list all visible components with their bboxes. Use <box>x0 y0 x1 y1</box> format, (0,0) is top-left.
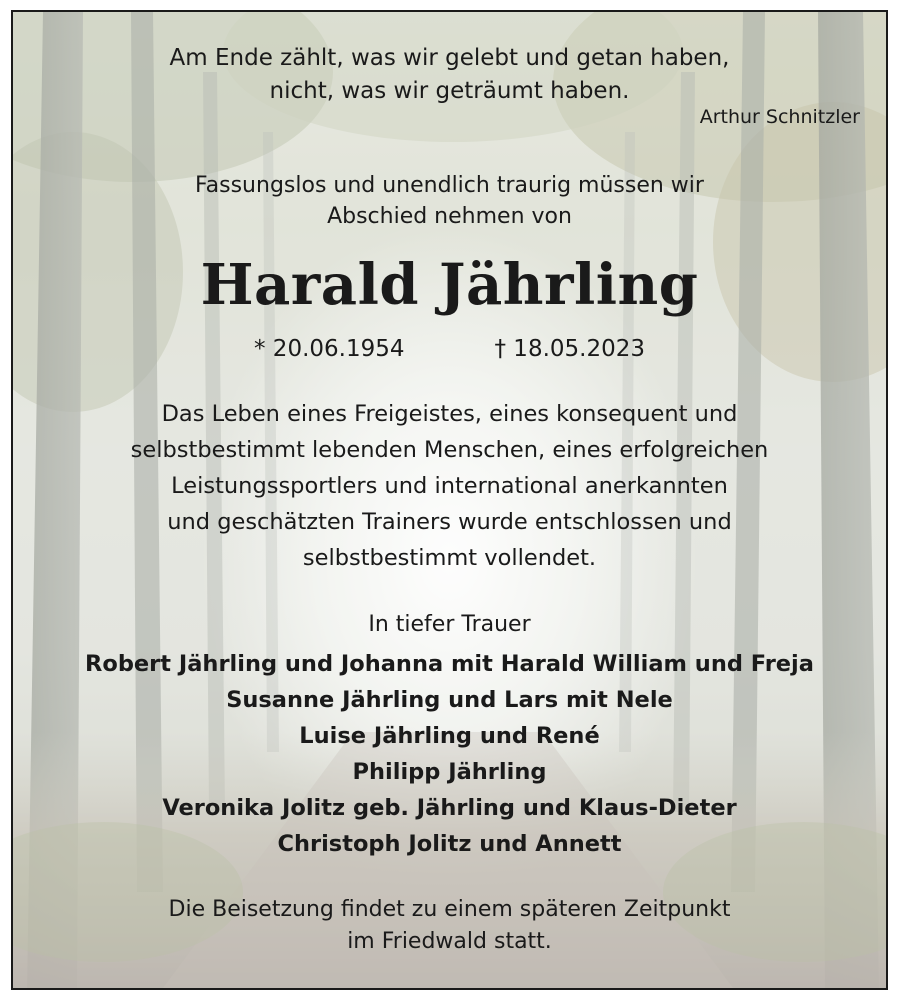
obituary-frame <box>11 10 888 990</box>
burial-notice <box>13 894 886 958</box>
death-date: † 18.05.2023 <box>494 336 645 362</box>
burial-line: im Friedwald statt. <box>347 929 552 954</box>
mourner-name: Robert Jährling und Johanna mit Harald William und Freja <box>85 651 814 677</box>
burial-line: Die Beisetzung findet zu einem späteren Zeitpunkt <box>168 897 731 922</box>
birth-date: * 20.06.1954 <box>254 336 405 362</box>
quote-author: Arthur Schnitzler <box>699 106 860 128</box>
tribute-line: selbstbestimmt vollendet. <box>302 545 597 571</box>
mourning-heading: In tiefer Trauer <box>368 612 531 637</box>
tribute-text <box>13 396 886 576</box>
mourner-name: Philipp Jährling <box>352 759 547 785</box>
intro-line: Fassungslos und unendlich traurig müssen wir <box>195 173 704 198</box>
life-dates <box>13 334 886 364</box>
tribute-line: selbstbestimmt lebenden Menschen, eines erfolgreichen <box>130 437 769 463</box>
quote <box>13 42 886 108</box>
tribute-line: und geschätzten Trainers wurde entschlossen und <box>167 509 732 535</box>
tribute-line: Leistungssportlers und international anerkannten <box>171 473 728 499</box>
mourner-name: Luise Jährling und René <box>299 723 600 749</box>
deceased-name: Harald Jährling <box>200 252 699 318</box>
intro-line: Abschied nehmen von <box>327 204 572 229</box>
mourners-list <box>13 646 886 862</box>
mourner-name: Susanne Jährling und Lars mit Nele <box>226 687 673 713</box>
intro-text <box>13 170 886 232</box>
mourner-name: Christoph Jolitz und Annett <box>277 831 622 857</box>
quote-line: nicht, was wir geträumt haben. <box>269 78 630 104</box>
tribute-line: Das Leben eines Freigeistes, eines konsequent und <box>161 401 738 427</box>
mourner-name: Veronika Jolitz geb. Jährling und Klaus-Dieter <box>162 795 737 821</box>
obituary-content <box>13 12 886 988</box>
quote-line: Am Ende zählt, was wir gelebt und getan haben, <box>169 45 730 71</box>
